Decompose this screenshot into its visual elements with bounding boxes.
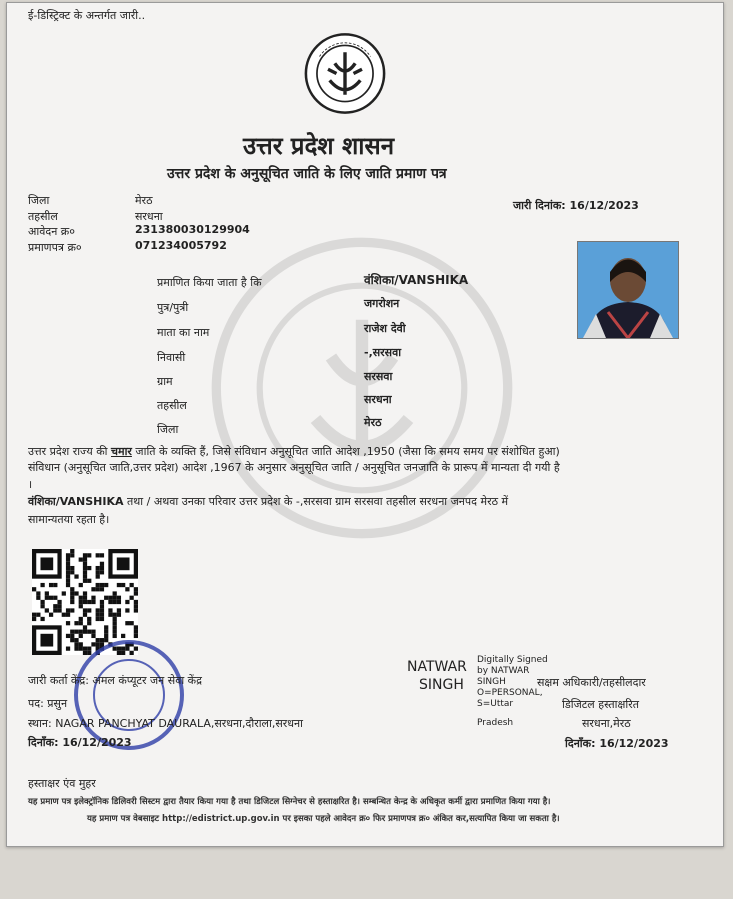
qr-code-icon (32, 549, 138, 655)
signer-name-line-2: SINGH (419, 677, 464, 693)
detail-label-tehsil: तहसील (157, 399, 187, 412)
dsig-line: Pradesh (477, 718, 514, 728)
signer-name-line-1: NATWAR (407, 659, 467, 675)
dsig-line: SINGH (477, 677, 506, 687)
page-subtitle: उत्तर प्रदेश के अनुसूचित जाति के लिए जाति प्रमाण पत्र (167, 166, 447, 182)
sign-and-seal-label: हस्ताक्षर एंव मुहर (28, 777, 96, 790)
person-photo-icon (578, 242, 678, 338)
detail-label-resident: निवासी (157, 351, 186, 364)
application-label: आवेदन क्र० (28, 225, 75, 238)
center-stamp-icon (74, 640, 184, 750)
page-title: उत्तर प्रदेश शासन (243, 132, 395, 160)
detail-value-village: सरसवा (364, 370, 393, 383)
detail-label-district: जिला (157, 423, 179, 436)
issuing-center: जारी कर्ता केंद्र: अमल कंप्यूटर जन सेवा केंद्र (28, 674, 202, 687)
detail-value-tehsil: सरधना (364, 393, 392, 406)
issue-date: जारी दिनांक: 16/12/2023 (513, 199, 639, 212)
officer-date: दिनाँक: 16/12/2023 (565, 737, 669, 750)
detail-value-resident: -,सरसवा (364, 346, 402, 359)
body-line-3: । (28, 478, 33, 491)
header-note: ई-डिस्ट्रिक्ट के अन्तर्गत जारी.. (28, 9, 146, 22)
issuer-post: पद: प्रसुन (28, 697, 68, 710)
detail-label-mother: माता का नाम (157, 326, 210, 339)
detail-label-certified: प्रमाणित किया जाता है कि (157, 276, 262, 289)
dsig-line: Digitally Signed (477, 655, 548, 665)
application-value: 231380030129904 (135, 223, 250, 236)
body-line-4 (28, 494, 508, 509)
body-line-2: संविधान (अनुसूचित जाति,उत्तर प्रदेश) आदेश ,1967 के अनुसार अनुसूचित जाति / अनुसूचित जनजाति के प्रारूप में मान्यता दी गयी है (28, 461, 560, 474)
officer-location: सरधना,मेरठ (582, 717, 631, 730)
issuer-date: दिनाँक: 16/12/2023 (28, 736, 132, 749)
up-government-emblem-icon (300, 31, 390, 116)
body-line-1-prefix: उत्तर प्रदेश राज्य की (28, 445, 112, 458)
dsig-spacer (477, 710, 548, 718)
footer-line-1: यह प्रमाण पत्र इलेक्ट्रॉनिक डिलिवरी सिस्टम द्वारा तैयार किया गया है तथा डिजिटल सिग्नेचर से हस्ताक्षरित है। सम्बन्धित केन्द्र के अधिकृत कर्मी द्वारा प्रमाणित किया गया है। (28, 797, 551, 807)
body-line-1 (28, 444, 560, 459)
caste-name: चमार (111, 445, 132, 458)
body-line-1-suffix: जाति के व्यक्ति हैं, जिसे संविधान अनुसूचित जाति आदेश ,1950 (जैसा कि समय समय पर संशोधित हुआ) (131, 445, 560, 458)
certificate-no-value: 071234005792 (135, 239, 227, 252)
footer-line-2: यह प्रमाण पत्र वेबसाइट http://edistrict.up.gov.in पर इसका पहले आवेदन क्र० फिर प्रमाणपत्र क्र० अंकित कर,सत्यापित किया जा सकता है। (87, 814, 560, 824)
qr-code-graphic (32, 549, 138, 655)
detail-value-name: वंशिका/VANSHIKA (364, 273, 469, 287)
certificate-sheet (6, 2, 724, 847)
issuer-place: स्थान: NAGAR PANCHYAT DAURALA,सरधना,दौराला,सरधना (28, 717, 304, 730)
certificate-no-label: प्रमाणपत्र क्र० (28, 241, 82, 254)
officer-designation: सक्षम अधिकारी/तहसीलदार (537, 676, 646, 689)
tehsil-value: सरधना (135, 210, 163, 223)
body-line-4-suffix: तथा / अथवा उनका परिवार उत्तर प्रदेश के -,सरसवा ग्राम सरसवा तहसील सरधना जनपद मेरठ में (123, 495, 509, 508)
district-value: मेरठ (135, 194, 153, 207)
officer-digital-sign: डिजिटल हस्ताक्षरित (562, 698, 639, 711)
applicant-photo (577, 241, 679, 339)
body-line-5: सामान्यतया रहता है। (28, 513, 110, 526)
district-label: जिला (28, 194, 50, 207)
body-holder-name: वंशिका/VANSHIKA (28, 495, 124, 508)
dsig-line: S=Uttar (477, 699, 514, 709)
detail-label-child-of: पुत्र/पुत्री (157, 301, 189, 314)
detail-value-district: मेरठ (364, 416, 382, 429)
detail-label-village: ग्राम (157, 375, 173, 388)
detail-value-mother: राजेश देवी (364, 322, 406, 335)
dsig-line: by NATWAR (477, 666, 530, 676)
detail-value-father: जगरोशन (364, 297, 400, 310)
tehsil-label: तहसील (28, 210, 58, 223)
digital-signature-details (477, 655, 548, 729)
dsig-line: O=PERSONAL, (477, 688, 543, 698)
digital-signer-name (407, 658, 467, 694)
